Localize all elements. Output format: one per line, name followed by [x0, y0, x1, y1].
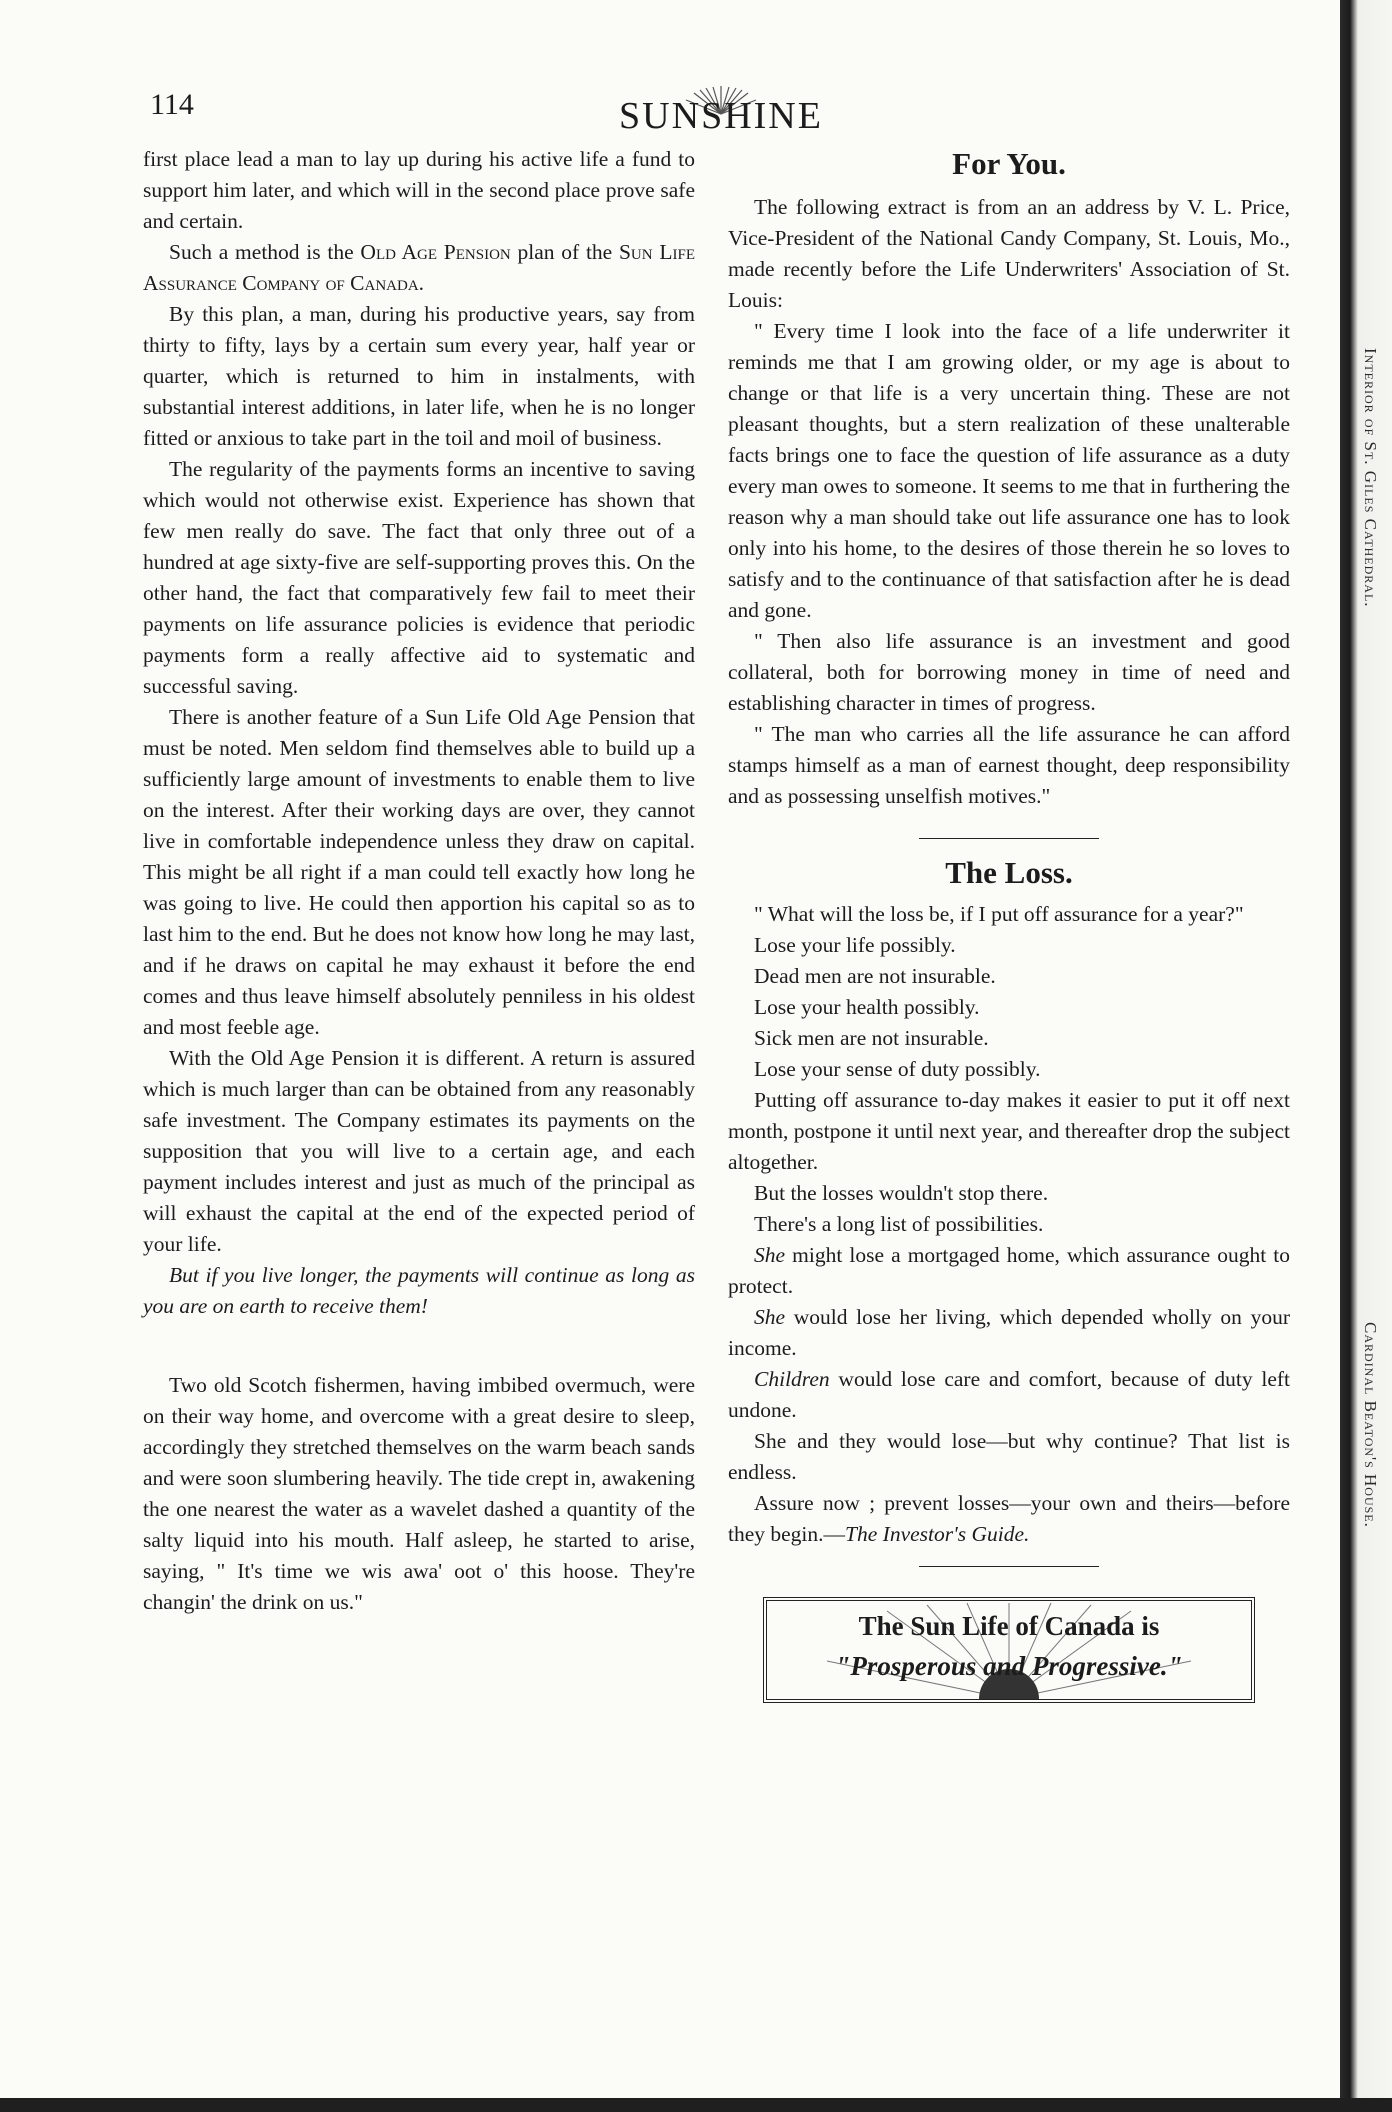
- loss-line: " What will the loss be, if I put off assurance for a year?": [754, 902, 1244, 926]
- the-loss-heading: The Loss.: [945, 855, 1073, 890]
- ad-line-2: "Prosperous and Progressive.": [835, 1651, 1183, 1681]
- loss-line: Assure now ; prevent losses—your own and theirs—before they begin.—The Investor's Guide.: [728, 1491, 1290, 1546]
- loss-line: There's a long list of possibilities.: [754, 1212, 1044, 1236]
- advertisement-box: [763, 1597, 1255, 1703]
- paragraph: There is another feature of a Sun Life Old Age Pension that must be noted. Men seldom find themselves able to build up a sufficiently large amount of investments to enable them to live on the interest. After their working days are over, they cannot live in comfortable independence unless they draw on capital. This might be all right if a man could tell exactly how long he was going to live. He could then apportion his capital so as to last him to the end. But he does not know how long he may last, and if he draws on capital he may exhaust it before the end comes and thus leave himself absolutely penniless in his oldest and most feeble age.: [143, 705, 695, 1039]
- loss-line: Lose your life possibly.: [754, 933, 956, 957]
- loss-line: Sick men are not insurable.: [754, 1026, 989, 1050]
- for-you-heading: For You.: [952, 146, 1066, 181]
- paragraph: The regularity of the payments forms an incentive to saving which would not otherwise exist. Experience has shown that few men really do save. The fact that only three out of a hundred at age sixty-five are self-supporting proves this. On the other hand, the fact that comparatively few fail to meet their payments on life assurance policies is evidence that periodic payments form a really affective aid to systematic and successful saving.: [143, 457, 695, 698]
- quote-paragraph: " The man who carries all the life assurance he can afford stamps himself as a man of earnest thought, deep responsibility and as possessing unselfish motives.": [728, 722, 1290, 808]
- facing-page-edge: [1340, 0, 1392, 2112]
- left-column: [143, 144, 695, 1618]
- quote-paragraph: " Every time I look into the face of a life underwriter it reminds me that I am growing older, or my age is about to change or that life is a very uncertain thing. These are not pleasant thoughts, but a stern realization of these unalterable facts brings one to face the question of life assurance as a duty every man owes to someone. It seems to me that in furthering the reason why a man should take out life assurance one has to look only into his home, to the desires of those therein he so loves to satisfy and to the continuance of that satisfaction after he is dead and gone.: [728, 319, 1290, 622]
- paragraph: With the Old Age Pension it is different. A return is assured which is much larger than can be obtained from any reasonably safe investment. The Company estimates its payments on the supposition that you will live to a certain age, and each payment includes interest and just as much of the principal as will exhaust the capital at the end of the expected period of your life.: [143, 1046, 695, 1256]
- pension-paragraph: Such a method is the Old Age Pension plan of the Sun Life Assurance Company of Canada.: [143, 240, 695, 295]
- loss-line: She and they would lose—but why continue? That list is endless.: [728, 1429, 1290, 1484]
- section-divider: [919, 1566, 1099, 1567]
- loss-line: Lose your health possibly.: [754, 995, 980, 1019]
- loss-line: Putting off assurance to-day makes it easier to put it off next month, postpone it until next year, and thereafter drop the subject altogether.: [728, 1088, 1290, 1174]
- masthead-title: SUNSHINE: [619, 95, 823, 137]
- quote-paragraph: " Then also life assurance is an investment and good collateral, both for borrowing money in time of need and establishing character in times of progress.: [728, 629, 1290, 715]
- italic-paragraph: But if you live longer, the payments will continue as long as you are on earth to receive them!: [143, 1263, 695, 1318]
- loss-line: Dead men are not insurable.: [754, 964, 996, 988]
- paragraph: By this plan, a man, during his productive years, say from thirty to fifty, lays by a certain sum every year, half year or quarter, which is returned to him in instalments, with substantial interest additions, in later life, when he is no longer fitted or anxious to take part in the toil and moil of business.: [143, 302, 695, 450]
- paragraph: first place lead a man to lay up during his active life a fund to support him later, and which will in the second place prove safe and certain.: [143, 147, 695, 233]
- page-margin: [1306, 0, 1340, 2112]
- page-number: 114: [150, 88, 194, 121]
- bottom-border: [0, 2098, 1392, 2112]
- loss-line: But the losses wouldn't stop there.: [754, 1181, 1049, 1205]
- ad-line-1: The Sun Life of Canada is: [858, 1611, 1160, 1641]
- right-column: [728, 144, 1290, 1703]
- paragraph: The following extract is from an an address by V. L. Price, Vice-President of the National Candy Company, St. Louis, Mo., made recently before the Life Underwriters' Association of St. Louis:: [728, 195, 1290, 312]
- loss-line: She would lose her living, which depended wholly on your income.: [728, 1305, 1290, 1360]
- loss-line: She might lose a mortgaged home, which assurance ought to protect.: [728, 1243, 1290, 1298]
- masthead: [596, 84, 846, 140]
- loss-line: Lose your sense of duty possibly.: [754, 1057, 1041, 1081]
- anecdote-paragraph: Two old Scotch fishermen, having imbibed overmuch, were on their way home, and overcome with a great desire to sleep, accordingly they stretched themselves on the warm beach sands and were soon slumbering heavily. The tide crept in, awakening the one nearest the water as a wavelet dashed a quantity of the salty liquid into his mouth. Half asleep, he started to arise, saying, " It's time we wis awa' oot o' this hoose. They're changin' the drink on us.": [143, 1373, 695, 1614]
- loss-line: Children would lose care and comfort, because of duty left undone.: [728, 1367, 1290, 1422]
